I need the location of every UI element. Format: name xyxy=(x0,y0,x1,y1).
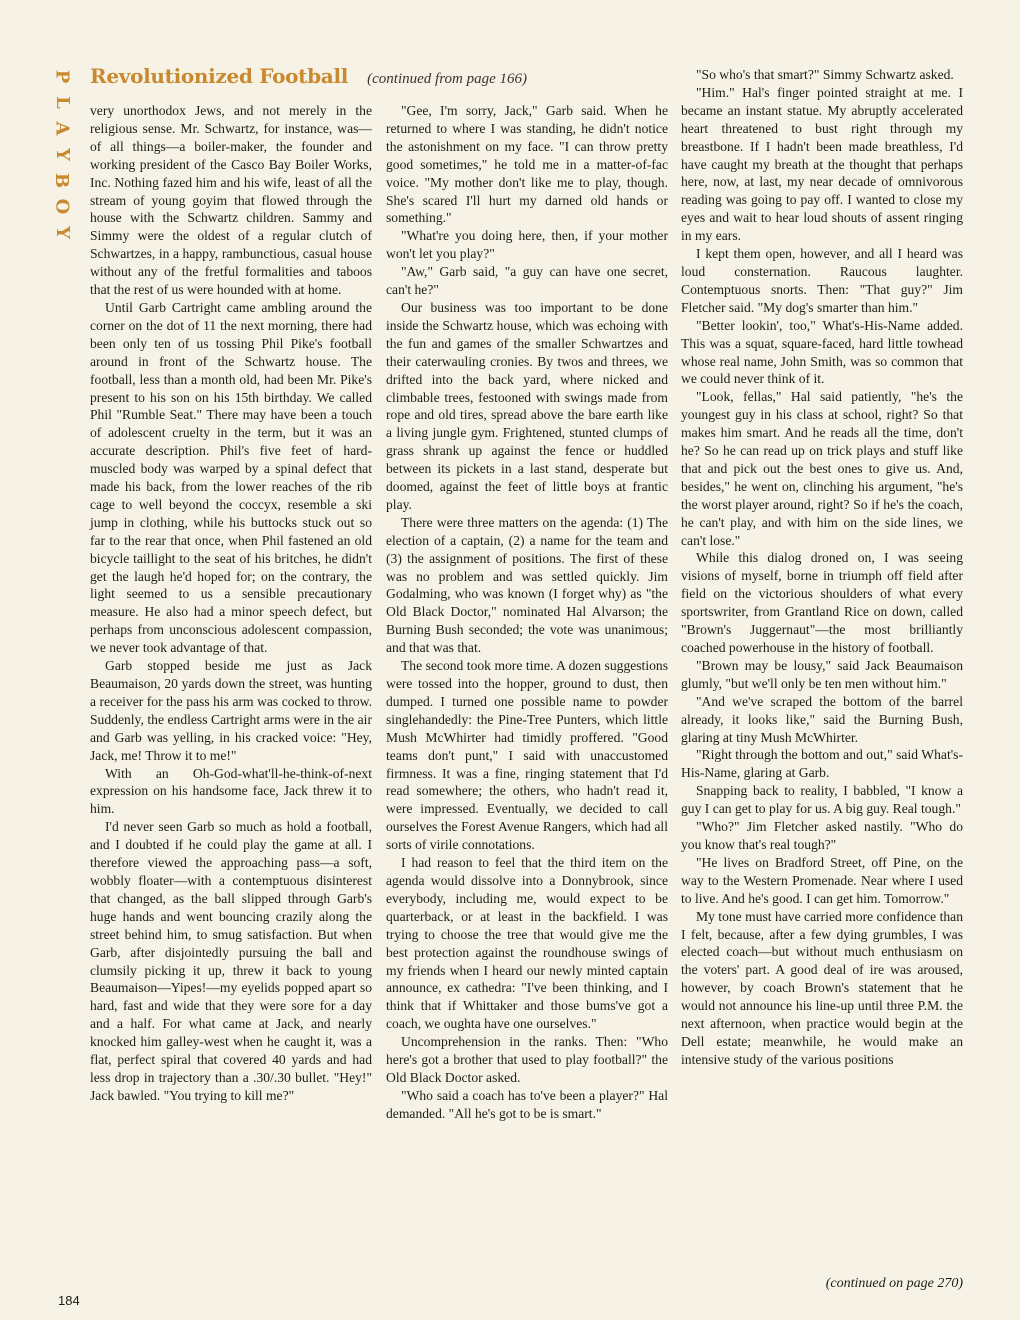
page-number: 184 xyxy=(58,1293,80,1308)
paragraph: "So who's that smart?" Simmy Schwartz asked. xyxy=(696,67,954,82)
paragraph: Our business was too important to be done inside the Schwartz house, which was echoing with the fun and games of the smaller Schwartzes and their caterwauling cronies. By twos and threes, we drifted into the back yard, where nicked and climbable trees, festooned with swings made from rope and old tires, spread above the bare earth like a living jungle gym. Frightened, stunted clumps of grass shrank up against the fence or huddled between its pickets in a last stand, desperate but doomed, against the feet of little boys at frantic play. xyxy=(386,299,668,512)
continued-from-note: (continued from page 166) xyxy=(367,71,527,87)
paragraph: My tone must have carried more confidence than I felt, because, after a few dying grumbles, I was elected coach—but without much enthusiasm on the voters' part. A good deal of ire was aroused, however, by coach Brown's statement that he would not announce his line-up until three P.M. the next afternoon, when practice would begin at the Dell estate; meanwhile, he would make an intensive study of the various positions xyxy=(681,908,963,1067)
masthead-letter: A xyxy=(51,121,73,136)
magazine-masthead-vertical xyxy=(52,66,72,243)
paragraph: "Aw," Garb said, "a guy can have one secret, can't he?" xyxy=(386,264,668,298)
paragraph: "Brown may be lousy," said Jack Beaumaison glumly, "but we'll only be ten men without him." xyxy=(681,657,963,691)
paragraph: "What're you doing here, then, if your mother won't let you play?" xyxy=(386,228,668,262)
paragraph: "Gee, I'm sorry, Jack," Garb said. When he returned to where I was standing, he didn't notice the astonishment on my face. "I can throw pretty good sometimes," he told me in a matter-of-fac voice. "My mother don't like me to play, though. She's scared I'll hurt my darned old hands or something." xyxy=(386,103,668,226)
paragraph: I had reason to feel that the third item on the agenda would dissolve into a Donnybrook, since everybody, including me, would expect to be quarterback, or at least in the backfield. I was trying to choose the tree that would give me the best protection against the roundhouse swings of my friends when I heard our newly minted captain announce, ex cathedra: "I've been thinking, and I think that if Whittaker and those bums've got a coach, we oughta have one ourselves." xyxy=(386,855,668,1032)
paragraph: "Better lookin', too," What's-His-Name added. This was a squat, square-faced, hard little towhead whose real name, John Smith, was so common that we could never think of it. xyxy=(681,317,963,387)
paragraph: While this dialog droned on, I was seeing visions of myself, borne in triumph off field after field on the victorious shoulders of what every sportswriter, from Grantland Rice on down, called "Brown's Juggernaut"—the most brilliantly coached powerhouse in the history of football. xyxy=(681,550,963,655)
masthead-letter: P xyxy=(51,69,73,84)
paragraph: Uncomprehension in the ranks. Then: "Who here's got a brother that used to play football?" the Old Black Doctor asked. xyxy=(386,1034,668,1085)
text-column-1 xyxy=(90,102,372,1105)
masthead-letter: Y xyxy=(51,148,73,161)
continued-on-note: (continued on page 270) xyxy=(825,1276,963,1291)
paragraph: The second took more time. A dozen suggestions were tossed into the hopper, ground to dust, then dumped. I turned one possible name to powder singlehandedly: the Pine-Tree Punters, which little Mush McWhirter had timidly proffered. "Good teams don't punt," I said with unaccustomed firmness. It was a fine, ringing statement that I'd read somewhere; the others, who hadn't read it, were impressed. Eventually, we decided to call ourselves the Forest Avenue Rangers, which had all sorts of virile connotations. xyxy=(386,658,668,853)
paragraph: "Him." Hal's finger pointed straight at me. I became an instant statue. My abruptly accelerated heart threatened to bust right through my breastbone. If I hadn't been made breathless, I'd have caught my breath at the thought that perhaps here, now, at last, my near decade of omnivorous reading was going to pay off. I wanted to close my eyes and wait to hear loud shouts of assent ringing in my ears. xyxy=(681,84,963,244)
paragraph: Garb stopped beside me just as Jack Beaumaison, 20 yards down the street, was hunting a receiver for the pass his arm was cocked to throw. Suddenly, the endless Cartright arms were in the air and Garb was yelling, in his cracked voice: "Hey, Jack, me! Throw it to me!" xyxy=(90,658,372,763)
masthead-letter: Y xyxy=(51,226,73,239)
paragraph: With an Oh-God-what'll-he-think-of-next expression on his handsome face, Jack threw it to him. xyxy=(90,765,372,817)
masthead-letter: L xyxy=(51,96,73,109)
paragraph: "Who?" Jim Fletcher asked nastily. "Who do you know that's real tough?" xyxy=(681,819,963,852)
masthead-letter: B xyxy=(51,172,73,189)
paragraph: Until Garb Cartright came ambling around the corner on the dot of 11 the next morning, there had been only ten of us tossing Phil Pike's football around in front of the Schwartz house. The football, less than a month old, had been Mr. Pike's present to his son on his 15th birthday. We called Phil "Rumble Seat." There may have been a touch of adolescent cruelty in the term, but it was an accurate description. Phil's five feet of hard-muscled body was warped by a spinal defect that made his back, from the lower reaches of the rib cage to well beyond the coccyx, resemble a ski jump in clothing, while his buttocks stuck out so far to the rear that once, when Phil fastened an old bicycle taillight to the seat of his britches, he didn't get the laugh he'd hoped for; on the contrary, the light seemed to us a sensible precautionary measure. He also had a minor speech defect, but perhaps from unconscious adolescent compassion, we never took advantage of that. xyxy=(90,299,372,656)
paragraph: "He lives on Bradford Street, off Pine, on the way to the Western Promenade. Near where I used to live. And he's good. I can get him. Tomorrow." xyxy=(681,854,963,906)
article-header xyxy=(90,64,650,98)
paragraph: I'd never seen Garb so much as hold a football, and I doubted if he could play the game at all. I therefore viewed the approaching pass—a soft, wobbly floater—with a contemptuous disinterest that changed, as the ball slipped through Garb's huge hands and went bouncing crazily along the street behind him, to smug satisfaction. But when Garb, after disjointedly pursuing the ball and clumsily picking it up, threw it back to young Beaumaison—Yipes!—my eyelids popped apart so hard, fast and wide that they were sore for a day and a half. For what came at Jack, and nearly knocked him galley-west when he caught it, was a flat, perfect spiral that covered 40 yards and had less drop in trajectory than a .30/.30 bullet. "Hey!" Jack bawled. "You trying to kill me?" xyxy=(90,819,372,1103)
text-column-3 xyxy=(681,66,963,1069)
paragraph: "Right through the bottom and out," said What's-His-Name, glaring at Garb. xyxy=(681,747,963,781)
paragraph: I kept them open, however, and all I heard was loud consternation. Raucous laughter. Contemptuous snorts. Then: "That guy?" Jim Fletcher said. "My dog's smarter than him." xyxy=(681,246,963,315)
paragraph: "Look, fellas," Hal said patiently, "he's the youngest guy in his class at school, right? So that makes him smart. And he reads all the time, don't he? So he can read up on trick plays and stuff like that and pick out the best ones to give us. And, besides," he went on, clinching his argument, "he's the worst player around, right? So if he's the coach, he can't play, and with him on the side lines, we can't lose." xyxy=(681,389,963,548)
paragraph: There were three matters on the agenda: (1) The election of a captain, (2) a name for the team and (3) the assignment of positions. The first of these was no problem and was settled quickly. Jim Godalming, who was known (I forget why) as "the Old Black Doctor," nominated Hal Alvarson; the Burning Bush seconded; the vote was unanimous; and that was that. xyxy=(386,514,668,656)
text-column-2 xyxy=(386,102,668,1123)
paragraph: "Who said a coach has to've been a player?" Hal demanded. "All he's got to be is smart." xyxy=(386,1087,668,1121)
article-title: Revolutionized Football xyxy=(90,64,349,88)
paragraph: "And we've scraped the bottom of the barrel already, it looks like," said the Burning Bush, glaring at tiny Mush McWhirter. xyxy=(681,693,963,745)
masthead-letter: O xyxy=(51,198,73,215)
paragraph: very unorthodox Jews, and not merely in the religious sense. Mr. Schwartz, for instance, was—of all things—a boiler-maker, the founder and working president of the Casco Bay Boiler Works, Inc. Nothing fazed him and his wife, least of all the stream of young goyim that flowed through the house with the Schwartz children. Sammy and Simmy were the oldest of a regular clutch of Schwartzes, in a happy, rambunctious, casual house without any of the fretful formalities and taboos that the rest of us were hounded with at home. xyxy=(90,103,372,298)
paragraph: Snapping back to reality, I babbled, "I know a guy I can get to play for us. A big guy. Real tough." xyxy=(681,783,963,817)
